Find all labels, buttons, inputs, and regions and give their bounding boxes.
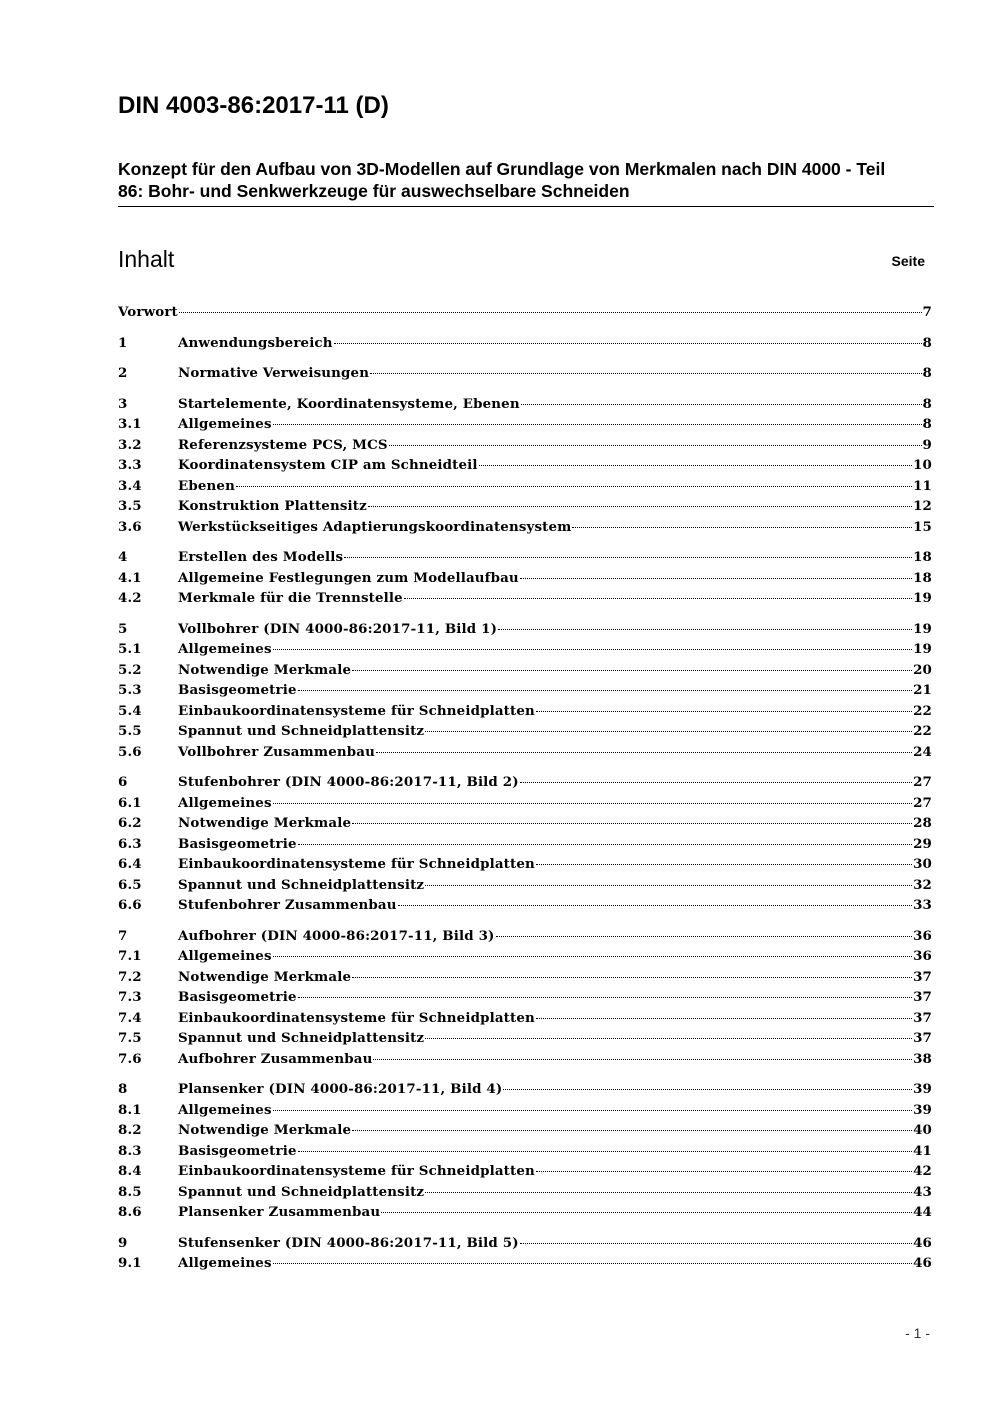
toc-dot-leader <box>236 486 912 487</box>
toc-entry-page: 44 <box>913 1204 932 1220</box>
toc-entry-title: Basisgeometrie <box>178 682 297 698</box>
toc-entry[interactable] <box>118 854 932 875</box>
toc-dot-leader <box>373 1059 912 1060</box>
toc-dot-leader <box>536 711 912 712</box>
toc-entry-page: 18 <box>913 549 932 565</box>
toc-entry[interactable] <box>118 1182 932 1203</box>
toc-entry-number: 6.6 <box>118 897 142 913</box>
toc-entry-page: 39 <box>913 1081 932 1097</box>
toc-entry-page: 46 <box>913 1234 932 1251</box>
toc-entry[interactable] <box>118 742 932 763</box>
toc-entry-page: 8 <box>922 365 932 381</box>
toc-entry-title: Konstruktion Plattensitz <box>178 498 367 514</box>
toc-entry[interactable] <box>118 1233 932 1254</box>
toc-entry[interactable] <box>118 568 932 589</box>
toc-entry-title: Notwendige Merkmale <box>178 661 352 678</box>
toc-entry-page: 10 <box>913 457 932 473</box>
toc-entry[interactable] <box>118 772 932 793</box>
toc-entry-title: Notwendige Merkmale <box>178 1122 352 1138</box>
toc-entry-page: 8 <box>922 334 932 351</box>
toc-entry-title: Basisgeometrie <box>178 835 297 852</box>
toc-dot-leader <box>404 598 912 599</box>
toc-entry[interactable] <box>118 414 932 435</box>
toc-dot-leader <box>381 1212 912 1213</box>
toc-entry[interactable] <box>118 639 932 660</box>
toc-entry-page: 8 <box>922 416 932 432</box>
toc-dot-leader <box>179 312 922 313</box>
toc-entry-page: 11 <box>913 477 932 494</box>
toc-dot-leader <box>298 1151 912 1152</box>
toc-entry-page: 38 <box>913 1050 932 1067</box>
toc-entry-number: 8.4 <box>118 1163 142 1179</box>
toc-entry-page: 8 <box>922 395 932 412</box>
toc-entry-title: Einbaukoordinatensysteme für Schneidplatten <box>178 1009 535 1026</box>
toc-entry-number: 5.4 <box>118 702 142 719</box>
page-number: - 1 - <box>905 1325 930 1341</box>
toc-entry-page: 29 <box>913 835 932 852</box>
toc-dot-leader <box>370 373 921 374</box>
toc-entry[interactable] <box>118 455 932 476</box>
toc-entry-title: Koordinatensystem CIP am Schneidteil <box>178 457 478 473</box>
toc-entry-number: 8.2 <box>118 1122 142 1138</box>
toc-entry-number: 5.5 <box>118 723 142 739</box>
toc-entry[interactable] <box>118 834 932 855</box>
toc-entry-number: 8.1 <box>118 1101 142 1118</box>
toc-heading: Inhalt <box>118 246 175 272</box>
toc-entry-title: Aufbohrer (DIN 4000-86:2017-11, Bild 3) <box>178 927 495 944</box>
toc-dot-leader <box>273 1110 912 1111</box>
toc-entry-title: Einbaukoordinatensysteme für Schneidplatten <box>178 702 535 719</box>
toc-dot-leader <box>352 823 912 824</box>
toc-entry-title: Einbaukoordinatensysteme für Schneidplatten <box>178 856 535 872</box>
toc-entry[interactable] <box>118 946 932 967</box>
toc-entry[interactable] <box>118 333 932 354</box>
toc-entry-number: 3.4 <box>118 477 142 494</box>
toc-entry-page: 22 <box>913 702 932 719</box>
toc-dot-leader <box>298 997 912 998</box>
toc-entry-page: 18 <box>913 569 932 586</box>
toc-dot-leader <box>520 578 912 579</box>
toc-entry-number: 3 <box>118 395 128 412</box>
toc-entry-page: 27 <box>913 774 932 790</box>
toc-entry-title: Anwendungsbereich <box>178 334 333 351</box>
toc-entry-title: Basisgeometrie <box>178 1142 297 1159</box>
toc-entry[interactable] <box>118 588 932 609</box>
toc-dot-leader <box>572 527 912 528</box>
toc-dot-leader <box>536 1018 912 1019</box>
toc-entry-number: 2 <box>118 365 128 381</box>
toc-entry[interactable] <box>118 1079 932 1100</box>
toc-dot-leader <box>536 1171 912 1172</box>
toc-entry-page: 37 <box>913 989 932 1005</box>
header-divider <box>118 206 934 207</box>
toc-entry[interactable] <box>118 496 932 517</box>
toc-entry[interactable] <box>118 701 932 722</box>
toc-entry-number: 3.6 <box>118 518 142 535</box>
toc-dot-leader <box>479 465 912 466</box>
toc-entry[interactable] <box>118 517 932 538</box>
toc-entry-title: Stufensenker (DIN 4000-86:2017-11, Bild 5) <box>178 1234 519 1251</box>
toc-entry[interactable] <box>118 435 932 456</box>
toc-entry-page: 41 <box>913 1142 932 1159</box>
toc-entry[interactable] <box>118 875 932 896</box>
toc-entry-title: Spannut und Schneidplattensitz <box>178 1030 425 1046</box>
toc-entry[interactable] <box>118 1141 932 1162</box>
toc-dot-leader <box>352 977 912 978</box>
toc-entry[interactable] <box>118 547 932 568</box>
toc-dot-leader <box>344 557 912 558</box>
toc-entry-page: 28 <box>913 815 932 831</box>
toc-entry-title: Plansenker Zusammenbau <box>178 1204 381 1220</box>
toc-dot-leader <box>425 731 912 732</box>
toc-entry[interactable] <box>118 619 932 640</box>
toc-dot-leader <box>352 670 912 671</box>
toc-page-column-label: Seite <box>891 253 925 269</box>
toc-dot-leader <box>425 1192 912 1193</box>
toc-entry-page: 9 <box>922 436 932 453</box>
toc-entry-title: Stufenbohrer Zusammenbau <box>178 897 397 913</box>
toc-entry[interactable] <box>118 1253 932 1274</box>
toc-entry-number: 3.5 <box>118 498 142 514</box>
toc-dot-leader <box>536 864 912 865</box>
toc-dot-leader <box>398 905 912 906</box>
toc-entry-number: 5.1 <box>118 641 142 657</box>
toc-entry-number: 9 <box>118 1234 128 1251</box>
toc-entry-page: 7 <box>922 304 932 320</box>
toc-entry-number: 6.4 <box>118 856 142 872</box>
toc-entry-title: Einbaukoordinatensysteme für Schneidplatten <box>178 1163 535 1179</box>
toc-entry-number: 7.5 <box>118 1030 142 1046</box>
toc-entry-page: 39 <box>913 1101 932 1118</box>
toc-entry-title: Allgemeines <box>178 1101 272 1118</box>
toc-dot-leader <box>368 506 912 507</box>
toc-entry-page: 37 <box>913 1030 932 1046</box>
toc-entry-title: Notwendige Merkmale <box>178 968 352 985</box>
toc-entry[interactable] <box>118 680 932 701</box>
toc-entry-number: 9.1 <box>118 1255 142 1271</box>
toc-entry[interactable] <box>118 1202 932 1223</box>
toc-entry-number: 5.6 <box>118 743 142 760</box>
toc-entry[interactable] <box>118 302 932 323</box>
toc-entry-number: 7.2 <box>118 968 142 985</box>
toc-entry-page: 43 <box>913 1183 932 1200</box>
toc-entry-page: 27 <box>913 794 932 811</box>
toc-entry-number: 7.1 <box>118 948 142 964</box>
toc-entry-page: 32 <box>913 876 932 893</box>
toc-entry-number: 1 <box>118 334 128 351</box>
toc-entry-page: 36 <box>913 948 932 964</box>
toc-entry-page: 22 <box>913 723 932 739</box>
toc-entry-page: 19 <box>913 590 932 606</box>
toc-entry-title: Vollbohrer (DIN 4000-86:2017-11, Bild 1) <box>178 620 498 637</box>
toc-dot-leader <box>334 343 922 344</box>
toc-entry-number: 4.2 <box>118 590 142 606</box>
toc-dot-leader <box>520 1243 912 1244</box>
toc-entry-title: Merkmale für die Trennstelle <box>178 590 403 606</box>
toc-dot-leader <box>376 752 912 753</box>
toc-dot-leader <box>298 844 912 845</box>
toc-entry[interactable] <box>118 895 932 916</box>
toc-entry-title: Plansenker (DIN 4000-86:2017-11, Bild 4) <box>178 1081 503 1097</box>
toc-entry-title: Spannut und Schneidplattensitz <box>178 1183 425 1200</box>
toc-entry-number: 3.1 <box>118 416 142 432</box>
toc-entry[interactable] <box>118 660 932 681</box>
toc-dot-leader <box>503 1089 912 1090</box>
toc-entry-title: Allgemeine Festlegungen zum Modellaufbau <box>178 569 519 586</box>
toc-dot-leader <box>273 1263 912 1264</box>
toc-dot-leader <box>273 424 922 425</box>
toc-dot-leader <box>520 782 912 783</box>
toc-entry-title: Stufenbohrer (DIN 4000-86:2017-11, Bild 2) <box>178 774 519 790</box>
toc-entry-page: 37 <box>913 968 932 985</box>
toc-entry-title: Allgemeines <box>178 416 272 432</box>
toc-entry-page: 37 <box>913 1009 932 1026</box>
toc-entry-number: 6.3 <box>118 835 142 852</box>
toc-entry-page: 19 <box>913 641 932 657</box>
toc-entry[interactable] <box>118 926 932 947</box>
toc-entry[interactable] <box>118 1049 932 1070</box>
toc-entry-title: Basisgeometrie <box>178 989 297 1005</box>
toc-entry-title: Vollbohrer Zusammenbau <box>178 743 375 760</box>
toc-entry-page: 20 <box>913 661 932 678</box>
toc-entry[interactable] <box>118 394 932 415</box>
toc-entry-number: 6 <box>118 774 128 790</box>
toc-entry[interactable] <box>118 1028 932 1049</box>
toc-entry-number: 7.4 <box>118 1009 142 1026</box>
toc-entry-page: 36 <box>913 927 932 944</box>
toc-entry-title: Werkstückseitiges Adaptierungskoordinatensystem <box>178 518 572 535</box>
toc-entry-page: 46 <box>913 1255 932 1271</box>
document-subtitle: Konzept für den Aufbau von 3D-Modellen auf Grundlage von Merkmalen nach DIN 4000 - Teil 86: Bohr- und Senkwerkzeuge für auswechselbare Schneiden <box>118 159 886 201</box>
toc-entry-number: 8.5 <box>118 1183 142 1200</box>
toc-entry-title: Allgemeines <box>178 948 272 964</box>
toc-entry-number: 5.3 <box>118 682 142 698</box>
toc-entry[interactable] <box>118 967 932 988</box>
toc-entry-page: 12 <box>913 498 932 514</box>
toc-entry-number: 7.3 <box>118 989 142 1005</box>
toc-entry[interactable] <box>118 1008 932 1029</box>
toc-entry-number: 6.2 <box>118 815 142 831</box>
toc-dot-leader <box>521 404 922 405</box>
toc-entry-number: 5 <box>118 620 128 637</box>
toc-entry-title: Allgemeines <box>178 641 272 657</box>
toc-dot-leader <box>498 629 912 630</box>
toc-entry-title: Referenzsysteme PCS, MCS <box>178 436 388 453</box>
toc-entry-page: 33 <box>913 897 932 913</box>
toc-entry[interactable] <box>118 721 932 742</box>
toc-entry-title: Ebenen <box>178 477 235 494</box>
toc-entry-title: Spannut und Schneidplattensitz <box>178 876 425 893</box>
toc-entry-page: 19 <box>913 620 932 637</box>
toc-entry-page: 30 <box>913 856 932 872</box>
toc-entry-number: 3.3 <box>118 457 142 473</box>
toc-entry-page: 42 <box>913 1163 932 1179</box>
toc-entry-title: Spannut und Schneidplattensitz <box>178 723 425 739</box>
toc-entry[interactable] <box>118 1100 932 1121</box>
toc-entry-title: Erstellen des Modells <box>178 549 344 565</box>
toc-entry-number: 7 <box>118 927 128 944</box>
toc-entry[interactable] <box>118 813 932 834</box>
toc-entry-number: 8.6 <box>118 1204 142 1220</box>
toc-entry-page: 21 <box>913 682 932 698</box>
toc-entry-title: Aufbohrer Zusammenbau <box>178 1050 373 1067</box>
toc-entry-title: Normative Verweisungen <box>178 365 370 381</box>
toc-entry[interactable] <box>118 1161 932 1182</box>
document-title: DIN 4003-86:2017-11 (D) <box>118 92 389 119</box>
toc-dot-leader <box>273 803 912 804</box>
toc-entry-number: 6.5 <box>118 876 142 893</box>
toc-entry-title: Notwendige Merkmale <box>178 815 352 831</box>
toc-entry-number: 6.1 <box>118 794 142 811</box>
toc-entry[interactable] <box>118 476 932 497</box>
toc-entry-number: 3.2 <box>118 436 142 453</box>
toc-entry-number: 8.3 <box>118 1142 142 1159</box>
toc-entry-title: Allgemeines <box>178 1255 272 1271</box>
toc-entry[interactable] <box>118 363 932 384</box>
toc-dot-leader <box>273 956 912 957</box>
table-of-contents <box>118 302 932 1274</box>
toc-dot-leader <box>298 690 912 691</box>
toc-entry-number: 4.1 <box>118 569 142 586</box>
toc-dot-leader <box>496 936 913 937</box>
toc-entry-number: 4 <box>118 549 128 565</box>
toc-dot-leader <box>352 1130 912 1131</box>
toc-entry[interactable] <box>118 1120 932 1141</box>
toc-dot-leader <box>425 885 912 886</box>
toc-dot-leader <box>425 1038 912 1039</box>
toc-entry-number: 7.6 <box>118 1050 142 1067</box>
toc-entry-page: 40 <box>913 1122 932 1138</box>
toc-entry[interactable] <box>118 793 932 814</box>
toc-dot-leader <box>389 445 922 446</box>
toc-entry-number: 8 <box>118 1081 128 1097</box>
toc-entry-page: 24 <box>913 743 932 760</box>
toc-entry-title: Startelemente, Koordinatensysteme, Ebenen <box>178 395 520 412</box>
toc-entry-page: 15 <box>913 518 932 535</box>
toc-dot-leader <box>273 649 912 650</box>
toc-entry-title: Allgemeines <box>178 794 272 811</box>
toc-entry-number: 5.2 <box>118 661 142 678</box>
toc-entry[interactable] <box>118 987 932 1008</box>
toc-entry-title: Vorwort <box>118 304 178 320</box>
